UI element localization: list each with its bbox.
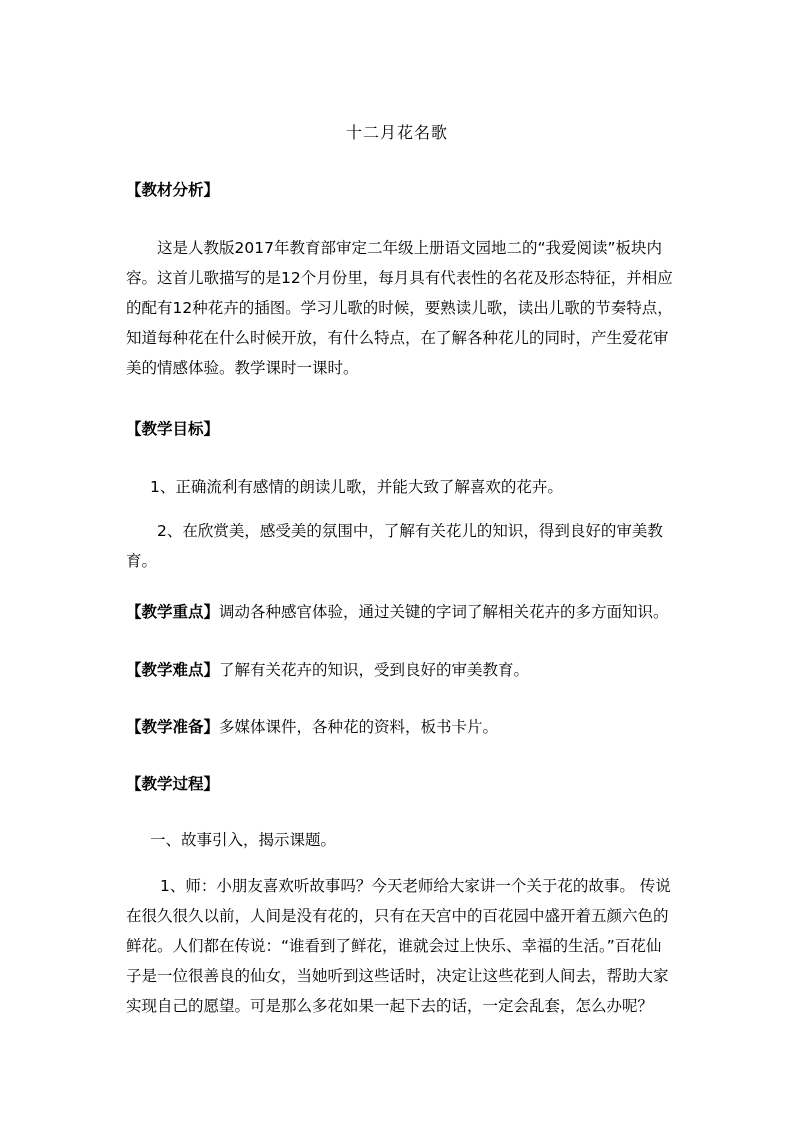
preparation-label: 【教学准备】	[126, 718, 220, 736]
difficulty-line	[126, 655, 686, 685]
preparation-line	[126, 712, 686, 742]
process-step-1: 一、故事引入，揭示课题。	[150, 831, 337, 849]
page-title: 十二月花名歌	[345, 123, 448, 142]
key-points-label: 【教学重点】	[126, 603, 220, 621]
key-points-text: 调动各种感官体验，通过关键的字词了解相关花卉的多方面知识。	[219, 603, 669, 621]
difficulty-text: 了解有关花卉的知识，受到良好的审美教育。	[219, 661, 530, 679]
goal-item-2: 2、在欣赏美，感受美的氛围中，了解有关花儿的知识，得到良好的审美教育。	[126, 522, 663, 570]
analysis-paragraph: 这是人教版2017年教育部审定二年级上册语文园地二的“我爱阅读”板块内容。这首儿歌描写的是12个月份里，每月具有代表性的名花及形态特征，并相应的配有12种花卉的插图。学习儿歌的时候，要熟读儿歌，读出儿歌的节奏特点，知道每种花在什么时候开放，有什么特点，在了解各种花儿的同时，产生爱花审美的情感体验。教学课时一课时。	[126, 239, 673, 377]
difficulty-label: 【教学难点】	[126, 661, 220, 679]
section-heading-goals: 【教学目标】	[126, 420, 220, 438]
story-paragraph: 1、师：小朋友喜欢听故事吗？今天老师给大家讲一个关于花的故事。 传说在很久很久以前，人间是没有花的，只有在天宫中的百花园中盛开着五颜六色的鲜花。人们都在传说：“谁看到了鲜花，谁就会过上快乐、幸福的生活。”百花仙子是一位很善良的仙女，当她听到这些话时，决定让这些花到人间去，帮助大家实现自己的愿望。可是那么多花如果一起下去的话，一定会乱套，怎么办呢？	[126, 877, 671, 1015]
key-points-line	[126, 597, 686, 627]
goal-item-1: 1、正确流利有感情的朗读儿歌，并能大致了解喜欢的花卉。	[150, 478, 563, 496]
section-heading-process: 【教学过程】	[126, 775, 220, 793]
section-heading-analysis: 【教材分析】	[126, 181, 220, 199]
preparation-text: 多媒体课件，各种花的资料，板书卡片。	[219, 718, 499, 736]
